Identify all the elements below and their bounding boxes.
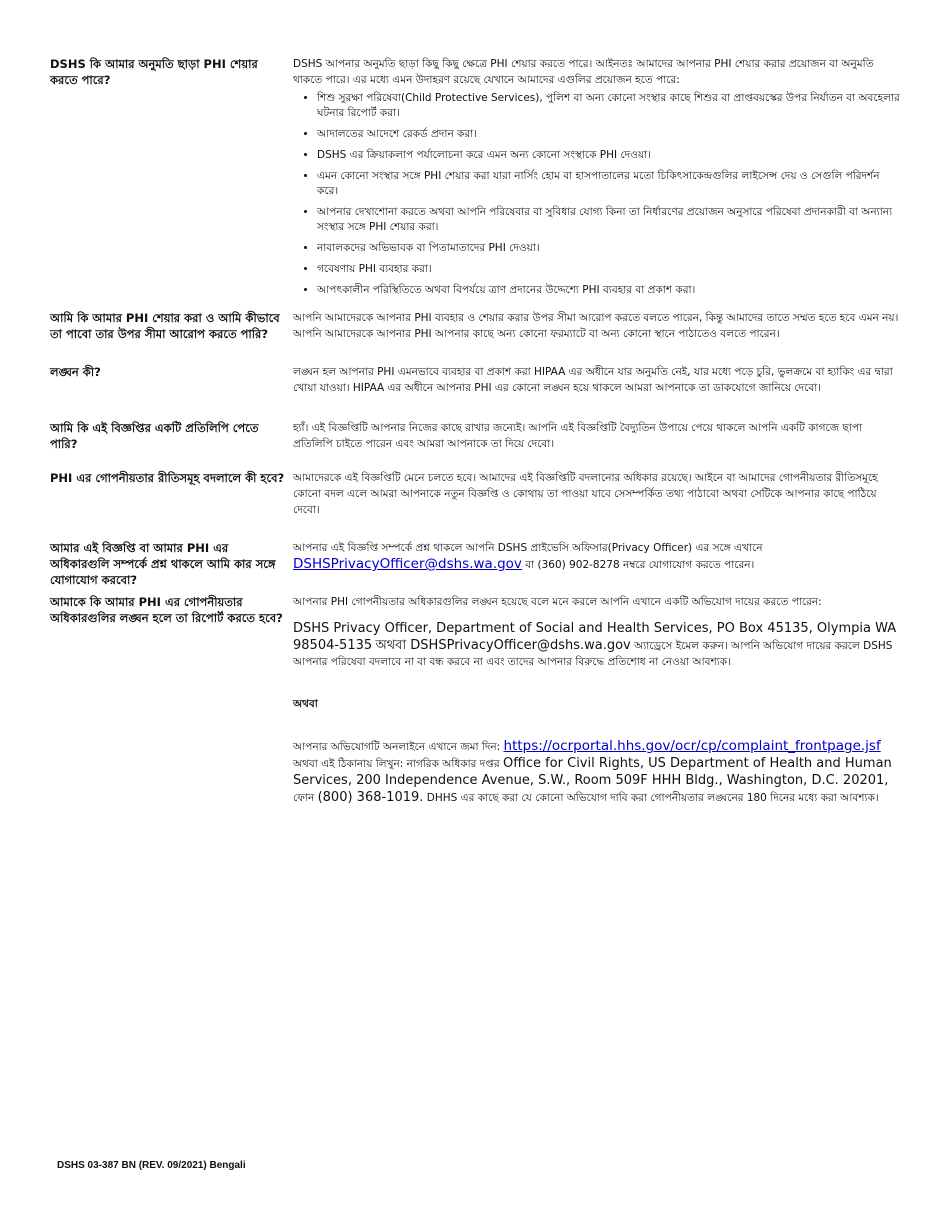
- ocr-complaint-portal-link[interactable]: https://ocrportal.hhs.gov/ocr/cp/complaint_frontpage.jsf: [503, 738, 881, 754]
- section-copy-notice: [50, 420, 902, 452]
- ocr-office-address: Office for Civil Rights, US Department of Health and Human Services, 200 Independence Avenue, S.W., Room 509F HHH Bldg., Washington, D.C. 20201,: [293, 756, 892, 788]
- section-report-violation: [50, 594, 902, 806]
- question-heading: আমাকে কি আমার PHI এর গোপনীয়তার অধিকারগুলির লঙ্ঘন হলে তা রিপোর্ট করতে হবে?: [50, 595, 283, 625]
- write-address-text: অথবা এই ঠিকানায় লিখুন: নাগরিক অধিকার দপ্তর: [293, 758, 500, 770]
- online-complaint-block: [293, 738, 902, 806]
- answer-text: [293, 540, 902, 588]
- question-heading: PHI এর গোপনীয়তার রীতিসমূহ বদলালে কী হবে?: [50, 471, 285, 485]
- answer-text: লঙ্ঘন হল আপনার PHI এমনভাবে ব্যবহার বা প্রকাশ করা HIPAA এর অধীনে যার অনুমতি নেই, যার মধ্যে পড়ে চুরি, ভুলক্রমে বা হ্যাকিং এর দ্বারা খোয়া যাওয়া। HIPAA এর অধীনে আপনার PHI এর কোনো লঙ্ঘন হয়ে থাকলে আমরা আপনাকে তা ডাকযোগে জানিয়ে দেবো।: [293, 366, 893, 394]
- privacy-officer-email: অথবা DSHSPrivacyOfficer@dshs.wa.gov: [375, 638, 631, 653]
- section-limit-sharing: [50, 310, 902, 342]
- form-footer-id: DSHS 03-387 BN (REV. 09/2021) Bengali: [57, 1160, 246, 1171]
- complaint-assurance: অ্যাড্রেসে ইমেল করুন। আপনি অভিযোগ দায়ের করলে DSHS আপনার পরিষেবা বদলাবে না বা বন্ধ করবে না এবং তাদের আপনার বিরুদ্ধে প্রতিশোধ না নেওয়া আবশ্যক।: [293, 640, 893, 668]
- answer-text: আমাদেরকে এই বিজ্ঞপ্তিটি মেনে চলতে হবে। আমাদের এই বিজ্ঞপ্তিটি বদলানোর অধিকার রয়েছে। আইনে বা আমাদের গোপনীয়তার রীতিসমূহে কোনো বদল এলে আমরা আপনাকে নতুন বিজ্ঞপ্তি ও কোথায় তা পাওয়া যাবে সেসম্পর্কিত তথ্য পাঠাবো অথবা সেটিকে আপনার কাছে পাঠিয়ে দেবো।: [293, 472, 878, 516]
- list-item: • শিশু সুরক্ষা পরিষেবা(Child Protective Services), পুলিশ বা অন্য কোনো সংস্থার কাছে শিশুর বা প্রাপ্তবয়স্কের উপর নির্যাতন বা অবহেলার ঘটনার রিপোর্ট করা।: [317, 91, 902, 121]
- list-item: • আদালতের আদেশে রেকর্ড প্রদান করা।: [317, 127, 902, 142]
- section-breach: [50, 364, 902, 396]
- complaint-address-block: [293, 620, 902, 670]
- section-privacy-changes: [50, 470, 902, 518]
- complaint-intro: আপনার PHI গোপনীয়তার অধিকারগুলির লঙ্ঘন হয়েছে বলে মনে করলে আপনি এখানে একটি অভিযোগ দায়ের করতে পারেন:: [293, 596, 822, 608]
- answer-text: আপনি আমাদেরকে আপনার PHI ব্যবহার ও শেয়ার করার উপর সীমা আরোপ করতে বলতে পারেন, কিন্তু আমাদের তাতে সম্মত হতে হবে এমন নয়। আপনি আমাদেরকে আপনার PHI আপনার কাছে অন্য কোনো ফরম্যাটে বা অন্য কোনো স্থানে পাঠাতেও বলতে পারেন।: [293, 312, 899, 340]
- privacy-officer-address: DSHS Privacy Officer, Department of Social and Health Services, PO Box 45135, Olympia WA 98504-5135: [293, 621, 897, 653]
- answer-text: [293, 594, 902, 806]
- answer-intro: DSHS আপনার অনুমতি ছাড়া কিছু কিছু ক্ষেত্রে PHI শেয়ার করতে পারে। আইনতঃ আমাদের আপনার PHI শেয়ার করার প্রয়োজন বা অনুমতি থাকতে পারে। এর মধ্যে এমন উদাহরণ রয়েছে যেখানে আমাদের এগুলির প্রয়োজন হতে পারে:: [293, 58, 874, 86]
- deadline-text: DHHS এর কাছে করা যে কোনো অভিযোগ দাবি করা গোপনীয়তার লঙ্ঘনের 180 দিনের মধ্যে করা আবশ্যক।: [426, 792, 879, 804]
- question-heading: লঙ্ঘন কী?: [50, 365, 101, 379]
- answer-text: [293, 56, 902, 304]
- online-complaint-text: আপনার অভিযোগটি অনলাইনে এখানে জমা দিন:: [293, 741, 501, 753]
- section-share-without-permission: [50, 56, 902, 304]
- contact-phone-text: বা (360) 902-8278 নম্বরে যোগাযোগ করতে পারেন।: [525, 559, 755, 571]
- list-item: • এমন কোনো সংস্থার সঙ্গে PHI শেয়ার করা যারা নার্সিং হোম বা হাসপাতালের মতো চিকিৎসাকেন্দ্রগুলির লাইসেন্স দেয় ও সেগুলি পরিদর্শন করে।: [317, 169, 902, 199]
- document-body: [50, 56, 902, 806]
- list-item: • DSHS এর ক্রিয়াকলাপ পর্যালোচনা করে এমন অন্য কোনো সংস্থাকে PHI দেওয়া।: [317, 148, 902, 163]
- list-item: • আপনার দেখাশোনা করতে অথবা আপনি পরিষেবার বা সুবিধার যোগ্য কিনা তা নির্ধারণের প্রয়োজন অনুসারে পরিষেবা প্রদানকারী বা অন্যান্য সংস্থার সঙ্গে PHI শেয়ার করা।: [317, 205, 902, 235]
- list-item: • আপৎকালীন পরিস্থিতিতে অথবা বিপর্যয়ে ত্রাণ প্রদানের উদ্দেশ্যে PHI ব্যবহার বা প্রকাশ করা।: [317, 283, 902, 298]
- answer-text: হ্যাঁ। এই বিজ্ঞপ্তিটি আপনার নিজের কাছে রাখার জন্যেই। আপনি এই বিজ্ঞপ্তিটি বৈদ্যুতিন উপায়ে পেয়ে থাকলে আপনি একটি কাগজে ছাপা প্রতিলিপি চাইতে পারেন এবং আমরা আপনাকে তা দিয়ে দেবো।: [293, 422, 863, 450]
- contact-text: আপনার এই বিজ্ঞপ্তি সম্পর্কে প্রশ্ন থাকলে আপনি DSHS প্রাইভেসি অফিসার(Privacy Officer) এর সঙ্গে এখানে: [293, 542, 763, 554]
- ocr-phone-number: (800) 368-1019.: [317, 790, 424, 805]
- question-heading: আমি কি আমার PHI শেয়ার করা ও আমি কীভাবে তা পাবো তার উপর সীমা আরোপ করতে পারি?: [50, 311, 280, 341]
- question-heading: DSHS কি আমার অনুমতি ছাড়া PHI শেয়ার করতে পারে?: [50, 57, 258, 87]
- section-contact: [50, 540, 902, 588]
- list-item: • নাবালকদের অভিভাবক বা পিতামাতাদের PHI দেওয়া।: [317, 241, 902, 256]
- or-label: অথবা: [293, 698, 318, 710]
- privacy-officer-email-link[interactable]: DSHSPrivacyOfficer@dshs.wa.gov: [293, 556, 522, 572]
- question-heading: আমার এই বিজ্ঞপ্তি বা আমার PHI এর অধিকারগুলি সম্পর্কে প্রশ্ন থাকলে আমি কার সঙ্গে যোগাযোগ করবো?: [50, 541, 276, 587]
- question-heading: আমি কি এই বিজ্ঞপ্তির একটি প্রতিলিপি পেতে পারি?: [50, 421, 259, 451]
- bullet-list: [293, 91, 902, 298]
- phone-label: ফোন: [293, 792, 315, 804]
- list-item: • গবেষণায় PHI ব্যবহার করা।: [317, 262, 902, 277]
